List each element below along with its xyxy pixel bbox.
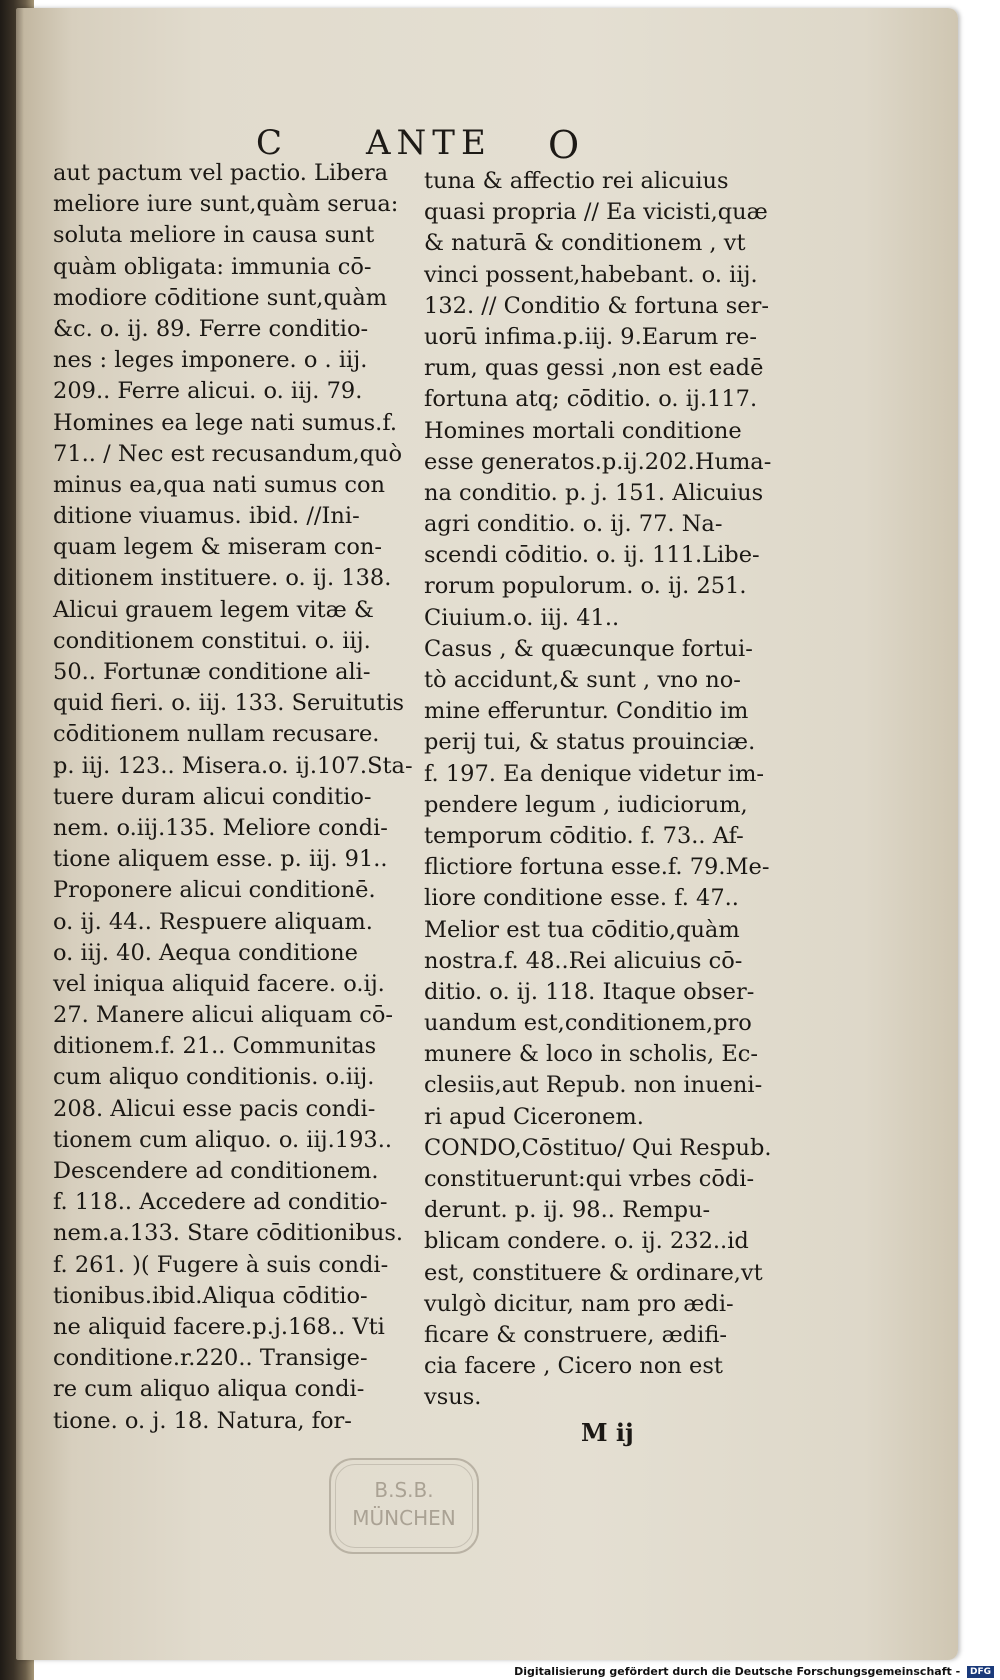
text-line: vulgò dicitur, nam pro ædi- [424, 1290, 734, 1317]
text-line: munere & loco in scholis, Ec- [424, 1041, 758, 1068]
text-line: ditione viuamus. ibid. //Ini- [53, 503, 360, 530]
text-line: Casus , & quæcunque fortui- [424, 635, 753, 662]
text-line: ditionem.f. 21.. Communitas [53, 1033, 377, 1060]
text-line: modiore cōditione sunt,quàm [53, 284, 388, 311]
text-line: conditionem constitui. o. iij. [53, 627, 371, 654]
text-line: Proponere alicui conditionē. [53, 877, 376, 904]
text-line: p. iij. 123.. Misera.o. ij.107.Sta- [53, 752, 413, 779]
text-line: 71.. / Nec est recusandum,quò [53, 440, 403, 467]
text-line: temporum cōditio. f. 73.. Af- [424, 822, 744, 849]
text-line: nostra.f. 48..Rei alicuius cō- [424, 947, 743, 974]
text-line: quàm obligata: immunia cō- [53, 253, 372, 280]
text-line: perij tui, & status prouinciæ. [424, 729, 756, 756]
text-line: fortuna atq; cōditio. o. ij.117. [424, 386, 758, 413]
text-line: nem. o.iij.135. Meliore condi- [53, 814, 388, 841]
text-line: flictiore fortuna esse.f. 79.Me- [424, 854, 770, 881]
running-head-center: ANTE [366, 123, 492, 163]
text-line: uorū infima.p.iij. 9.Earum re- [424, 323, 757, 350]
text-line: meliore iure sunt,quàm serua: [53, 191, 399, 218]
text-line: blicam condere. o. ij. 232..id [424, 1228, 749, 1255]
text-line: & naturā & conditionem , vt [424, 230, 746, 257]
text-line: f. 261. )( Fugere à suis condi- [53, 1251, 389, 1278]
running-head-right: O [548, 123, 586, 167]
text-line: clesiis,aut Repub. non inueni- [424, 1072, 763, 1099]
text-line: f. 118.. Accedere ad conditio- [53, 1189, 388, 1216]
text-line: derunt. p. ij. 98.. Rempu- [424, 1197, 711, 1224]
text-line: ditionem instituere. o. ij. 138. [53, 565, 392, 592]
text-line: conditione.r.220.. Transige- [53, 1345, 368, 1372]
text-line: 50.. Fortunæ conditione ali- [53, 659, 371, 685]
text-line: ditio. o. ij. 118. Itaque obser- [424, 978, 755, 1005]
text-line: tionibus.ibid.Aliqua cōditio- [53, 1282, 368, 1309]
text-line: soluta meliore in causa sunt [53, 222, 375, 249]
text-line: re cum aliquo aliqua condi- [53, 1376, 365, 1403]
library-stamp [329, 1458, 479, 1554]
digitization-footer [514, 1665, 994, 1678]
footer-text: Digitalisierung gefördert durch die Deutsche Forschungsgemeinschaft - [514, 1665, 961, 1678]
text-line: pendere legum , iudiciorum, [424, 791, 748, 818]
text-line: 208. Alicui esse pacis condi- [53, 1095, 376, 1122]
text-line: &c. o. ij. 89. Ferre conditio- [53, 315, 369, 342]
text-line: est, constituere & ordinare,vt [424, 1259, 763, 1286]
text-line: Homines mortali conditione [424, 417, 742, 444]
text-line: 132. // Conditio & fortuna ser- [424, 292, 769, 319]
text-line: cia facere , Cicero non est [424, 1353, 723, 1380]
text-line: Ciuium.o. iij. 41.. [424, 604, 620, 631]
dfg-logo: DFG [967, 1666, 994, 1678]
text-line: 209.. Ferre alicui. o. iij. 79. [53, 378, 363, 405]
text-line: f. 197. Ea denique videtur im- [424, 760, 765, 787]
text-line: esse generatos.p.ij.202.Huma- [424, 448, 772, 475]
running-head-left: C [256, 123, 289, 163]
text-line: Melior est tua cōditio,quàm [424, 916, 740, 943]
text-line: quam legem & miseram con- [53, 534, 382, 561]
text-line: nes : leges imponere. o . iij. [53, 347, 368, 374]
text-line: tione. o. j. 18. Natura, for- [53, 1407, 352, 1434]
text-line: rum, quas gessi ,non est eadē [424, 355, 764, 382]
text-line: o. iij. 40. Aequa conditione [53, 939, 358, 966]
text-line: tionem cum aliquo. o. iij.193.. [53, 1126, 393, 1153]
text-line: na conditio. p. j. 151. Alicuius [424, 479, 764, 506]
text-line: cōditionem nullam recusare. [53, 721, 380, 748]
text-line: o. ij. 44.. Respuere aliquam. [53, 908, 373, 935]
signature-mark: M ij [581, 1418, 634, 1447]
text-line: tuere duram alicui conditio- [53, 783, 372, 810]
text-line: ri apud Ciceronem. [424, 1103, 644, 1130]
text-line: vsus. [424, 1384, 482, 1411]
text-line: uandum est,conditionem,pro [424, 1010, 752, 1037]
text-line: Descendere ad conditionem. [53, 1158, 379, 1184]
text-line: quasi propria // Ea vicisti,quæ [424, 199, 768, 226]
text-line: nem.a.133. Stare cōditionibus. [53, 1220, 404, 1247]
text-line: scendi cōditio. o. ij. 111.Libe- [424, 542, 760, 569]
text-line: vinci possent,habebant. o. iij. [424, 261, 758, 288]
text-line: rorum populorum. o. ij. 251. [424, 573, 747, 600]
text-line: agri conditio. o. ij. 77. Na- [424, 511, 723, 538]
text-line: aut pactum vel pactio. Libera [53, 160, 389, 186]
text-line: mine efferuntur. Conditio im [424, 698, 749, 725]
right-text-column [424, 166, 794, 1414]
text-line: minus ea,qua nati sumus con [53, 471, 386, 498]
text-line: CONDO,Cōstituo/ Qui Respub. [424, 1134, 772, 1161]
text-line: tuna & affectio rei alicuius [424, 168, 729, 194]
text-line: 27. Manere alicui aliquam cō- [53, 1002, 394, 1029]
text-line: quid fieri. o. iij. 133. Seruitutis [53, 690, 405, 717]
left-text-column [53, 158, 418, 1437]
text-line: liore conditione esse. f. 47.. [424, 885, 739, 912]
text-line: tione aliquem esse. p. iij. 91.. [53, 846, 388, 873]
stamp-line-2: MÜNCHEN [352, 1506, 456, 1530]
text-line: tò accidunt,& sunt , vno no- [424, 667, 741, 693]
text-line: constituerunt:qui vrbes cōdi- [424, 1166, 755, 1192]
text-line: vel iniqua aliquid facere. o.ij. [53, 970, 385, 997]
text-line: cum aliquo conditionis. o.iij. [53, 1064, 375, 1091]
text-line: ficare & construere, ædifi- [424, 1321, 727, 1348]
text-line: Alicui grauem legem vitæ & [53, 596, 374, 623]
text-line: ne aliquid facere.p.j.168.. Vti [53, 1313, 385, 1340]
book-page [16, 8, 958, 1660]
text-line: Homines ea lege nati sumus.f. [53, 409, 398, 436]
stamp-line-1: B.S.B. [374, 1478, 434, 1502]
